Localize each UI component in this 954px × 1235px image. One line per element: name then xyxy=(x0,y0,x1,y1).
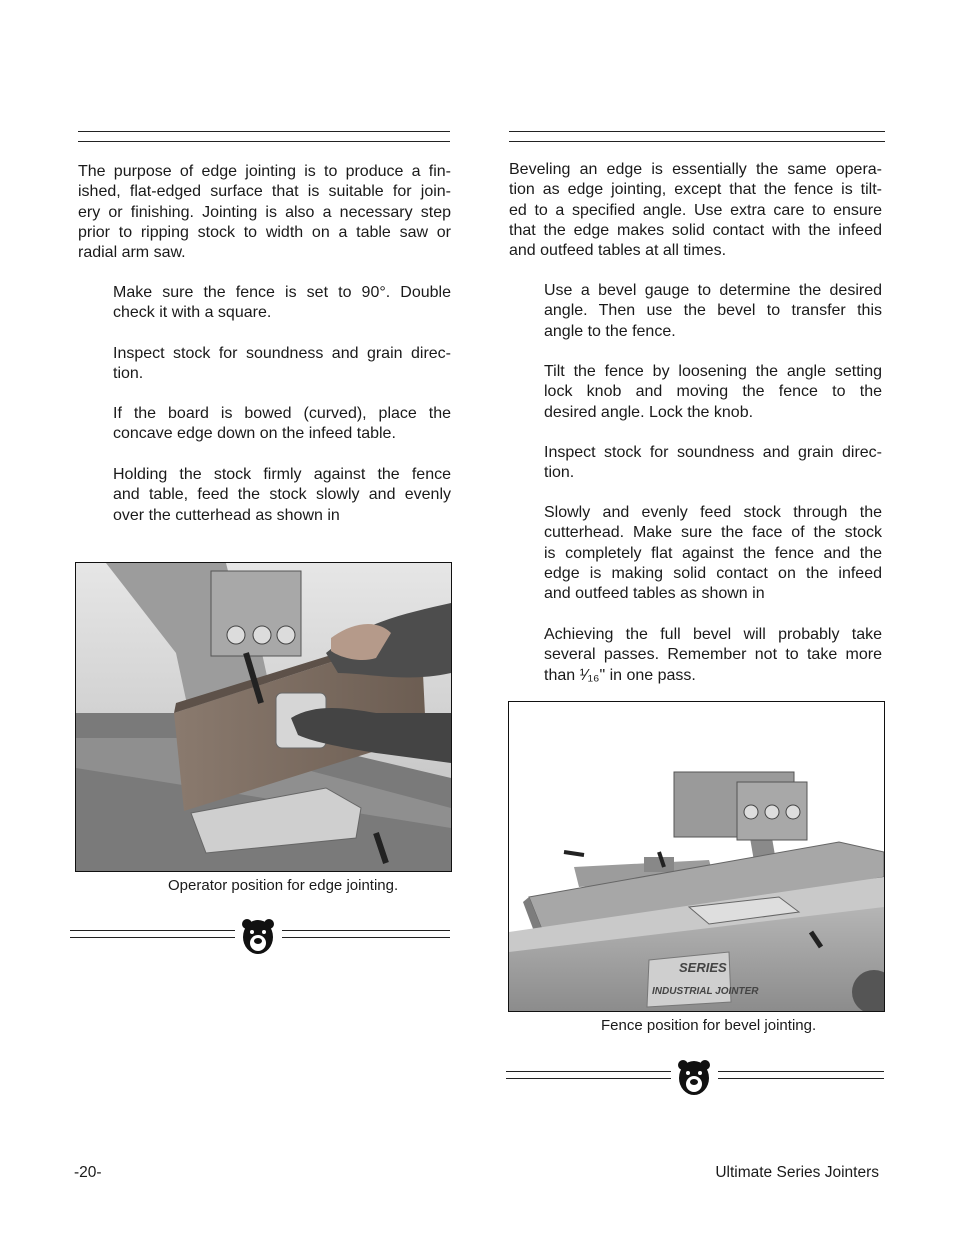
right-intro-paragraph: Beveling an edge is essentially the same opera- tion as edge jointing, except that the fence is tilt- ed to a specified angle. Use extra care to ensure that the edge makes solid contact with the infeed and outfeed tables at all times. xyxy=(509,161,882,260)
page-number: -20- xyxy=(74,1164,102,1181)
right-step-4: Slowly and evenly feed stock through the cutterhead. Make sure the face of the stock is completely flat against the fence and the edge is making solid contact on the infeed and outfeed tables as shown in xyxy=(544,504,882,603)
right-step-1: Use a bevel gauge to determine the desired angle. Then use the bevel to transfer this angle to the fence. xyxy=(544,282,882,340)
left-photo-caption: Operator position for edge jointing. xyxy=(168,877,399,894)
right-step-2: Tilt the fence by loosening the angle setting lock knob and moving the fence to the desired angle. Lock the knob. xyxy=(544,363,882,421)
left-section-divider xyxy=(70,917,450,953)
machine-label-jointer: INDUSTRIAL JOINTER xyxy=(652,986,759,997)
bear-logo-icon xyxy=(240,917,276,955)
machine-label-series: SERIES xyxy=(679,960,727,975)
bevel-jointing-photo xyxy=(508,701,885,1012)
right-step-3: Inspect stock for soundness and grain direc- tion. xyxy=(544,444,882,482)
left-step-4: Holding the stock firmly against the fence and table, feed the stock slowly and evenly over the cutterhead as shown in xyxy=(113,466,451,524)
edge-jointing-illustration xyxy=(76,563,451,871)
left-heading-rule xyxy=(78,131,450,142)
left-step-2: Inspect stock for soundness and grain direc- tion. xyxy=(113,345,451,383)
left-intro-paragraph: The purpose of edge jointing is to produce a fin- ished, flat-edged surface that is suitable for join- ery or finishing. Jointing is also a necessary step prior to ripping stock to width on a table saw or radial arm saw. xyxy=(78,163,451,262)
bear-logo-icon xyxy=(676,1058,712,1096)
right-step-5: Achieving the full bevel will probably take several passes. Remember not to take more than ¹⁄₁₆" in one pass. xyxy=(544,626,882,684)
left-step-1: Make sure the fence is set to 90°. Double check it with a square. xyxy=(113,284,451,322)
document-title: Ultimate Series Jointers xyxy=(715,1164,879,1181)
right-heading-rule xyxy=(509,131,885,142)
right-section-divider xyxy=(506,1058,884,1094)
left-step-3: If the board is bowed (curved), place the concave edge down on the infeed table. xyxy=(113,405,451,443)
bevel-jointing-illustration xyxy=(509,702,884,1011)
edge-jointing-photo xyxy=(75,562,452,872)
right-photo-caption: Fence position for bevel jointing. xyxy=(601,1017,817,1034)
